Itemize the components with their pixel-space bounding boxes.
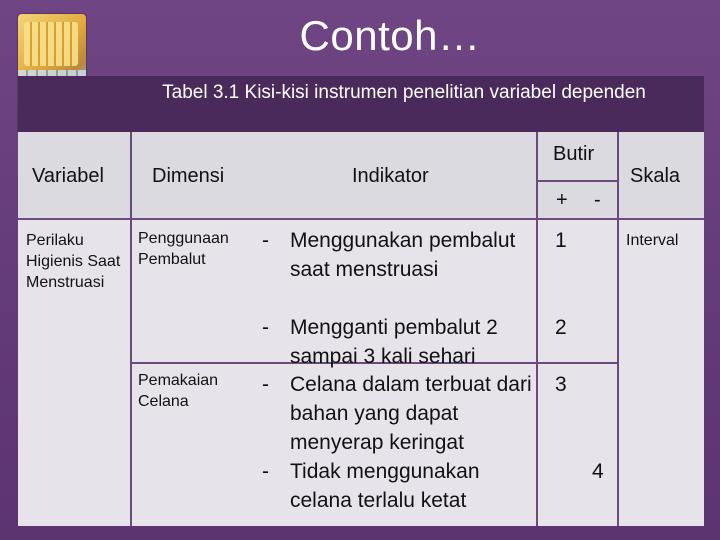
indicator-bullet: - — [262, 316, 269, 339]
dimension-name: Pemakaian Celana — [138, 372, 219, 410]
butir-minus-value: 4 — [592, 460, 604, 483]
column-divider — [130, 132, 132, 526]
dimension-name: Penggunaan Pembalut — [138, 230, 229, 268]
header-butir-plus: + — [556, 189, 568, 211]
header-skala: Skala — [630, 165, 681, 187]
header-dimensi: Dimensi — [152, 165, 225, 187]
column-divider — [536, 132, 538, 526]
indicator-bullet: - — [262, 460, 269, 483]
table-caption: Tabel 3.1 Kisi-kisi instrumen penelitian variabel dependen — [162, 82, 646, 103]
indicator-text: Celana dalam terbuat dari bahan yang dapat menyerap keringat — [290, 373, 532, 454]
butir-plus-value: 3 — [555, 373, 567, 396]
indicator-text: Tidak menggunakan celana terlalu ketat — [290, 460, 480, 512]
butir-plus-value: 2 — [555, 316, 567, 339]
indicator-bullet: - — [262, 373, 269, 396]
header-variabel: Variabel — [32, 165, 104, 187]
indicator-text: Mengganti pembalut 2 sampai 3 kali sehari — [290, 316, 498, 368]
header-divider — [18, 218, 704, 220]
indicator-bullet: - — [262, 229, 269, 252]
butir-sub-divider — [536, 180, 617, 182]
variabel-value: Perilaku Higienis Saat Menstruasi — [26, 232, 121, 291]
header-butir-minus: - — [594, 189, 601, 211]
header-butir: Butir — [553, 143, 595, 165]
butir-plus-value: 1 — [555, 229, 567, 252]
header-indikator: Indikator — [352, 165, 429, 187]
skala-value: Interval — [626, 232, 679, 249]
column-divider — [617, 132, 619, 526]
indicator-text: Menggunakan pembalut saat menstruasi — [290, 229, 516, 281]
slide-title: Contoh… — [299, 12, 481, 59]
